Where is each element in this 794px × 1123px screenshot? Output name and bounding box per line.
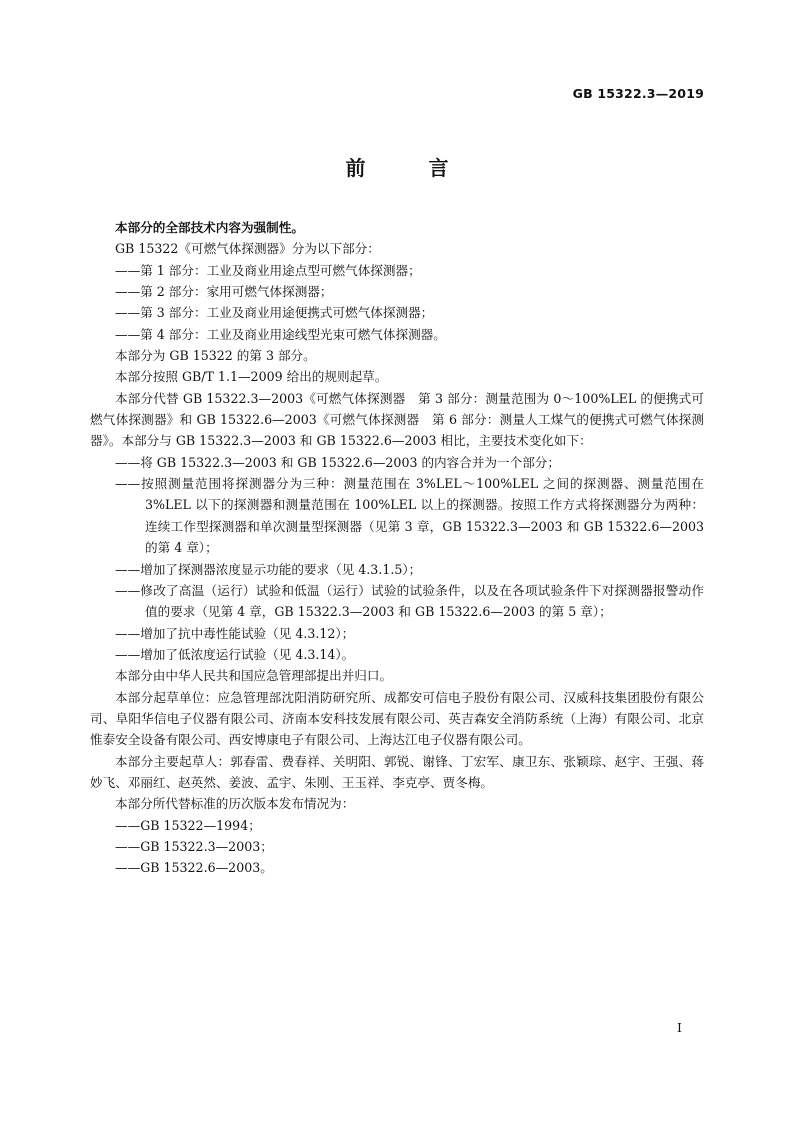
list-item: ——第 3 部分：工业及商业用途便携式可燃气体探测器； <box>115 305 434 321</box>
list-item: ——增加了抗中毒性能试验（见 4.3.12）； <box>115 625 355 641</box>
list-item: ——第 4 部分：工业及商业用途线型光束可燃气体探测器。 <box>115 326 446 342</box>
paragraph: 本部分由中华人民共和国应急管理部提出并归口。 <box>115 668 393 684</box>
list-item: ——GB 15322—1994； <box>115 817 261 833</box>
paragraph: 本部分为 GB 15322 的第 3 部分。 <box>115 348 316 364</box>
paragraph-drafters: 本部分主要起草人：郭春雷、费春祥、关明阳、郭锐、谢锋、丁宏军、康卫东、张颖琮、赵宇、王强、蒋妙飞、邓丽红、赵英然、姜波、孟宇、朱刚、王玉祥、李克亭、贾冬梅。 <box>90 753 704 790</box>
list-item: ——GB 15322.6—2003。 <box>115 860 273 876</box>
list-item: ——修改了高温（运行）试验和低温（运行）试验的试验条件，以及在各项试验条件下对探测器报警动作值的要求（见第 4 章，GB 15322.3—2003 和 GB 15322.6—2003 的第 5 章）； <box>115 582 704 620</box>
paragraph: 本部分按照 GB/T 1.1—2009 给出的规则起草。 <box>115 369 388 385</box>
paragraph: 本部分代替 GB 15322.3—2003《可燃气体探测器 第 3 部分：测量范围为 0～100%LEL 的便携式可燃气体探测器》和 GB 15322.6—2003《可燃气体探测器 第 6 部分：测量人工煤气的便携式可燃气体探测器》。本部分与 GB 15322.3—2003 和 GB 15322.6—2003 相比，主要技术变化如下： <box>90 390 704 449</box>
paragraph-mandatory-statement: 本部分的全部技术内容为强制性。 <box>115 220 304 235</box>
paragraph: 本部分所代替标准的历次版本发布情况为： <box>115 796 355 812</box>
standard-number: GB 15322.3—2019 <box>572 86 704 101</box>
list-item: ——增加了低浓度运行试验（见 4.3.14）。 <box>115 646 355 662</box>
list-item: ——第 2 部分：家用可燃气体探测器； <box>115 284 333 300</box>
paragraph-drafting-units: 本部分起草单位：应急管理部沈阳消防研究所、成都安可信电子股份有限公司、汉威科技集团股份有限公司、阜阳华信电子仪器有限公司、济南本安科技发展有限公司、英吉森安全消防系统（上海）有限公司、北京惟泰安全设备有限公司、西安博康电子有限公司、上海达江电子仪器有限公司。 <box>90 689 704 748</box>
document-body <box>90 217 704 879</box>
list-item: ——按照测量范围将探测器分为三种：测量范围在 3%LEL～100%LEL 之间的探测器、测量范围在 3%LEL 以下的探测器和测量范围在 100%LEL 以上的探测器。按照工作方式将探测器分为两种：连续工作型探测器和单次测量型探测器（见第 3 章，GB 15322.3—2003 和 GB 15322.6—2003 的第 4 章）； <box>115 476 704 556</box>
list-item: ——第 1 部分：工业及商业用途点型可燃气体探测器； <box>115 262 421 278</box>
paragraph: GB 15322《可燃气体探测器》分为以下部分： <box>115 241 380 257</box>
list-item: ——增加了探测器浓度显示功能的要求（见 4.3.1.5）； <box>115 561 422 577</box>
page-number: I <box>677 1020 682 1035</box>
list-item: ——GB 15322.3—2003； <box>115 838 273 854</box>
page-title: 前 言 <box>345 156 477 180</box>
list-item: ——将 GB 15322.3—2003 和 GB 15322.6—2003 的内容合并为一个部分； <box>115 454 560 470</box>
